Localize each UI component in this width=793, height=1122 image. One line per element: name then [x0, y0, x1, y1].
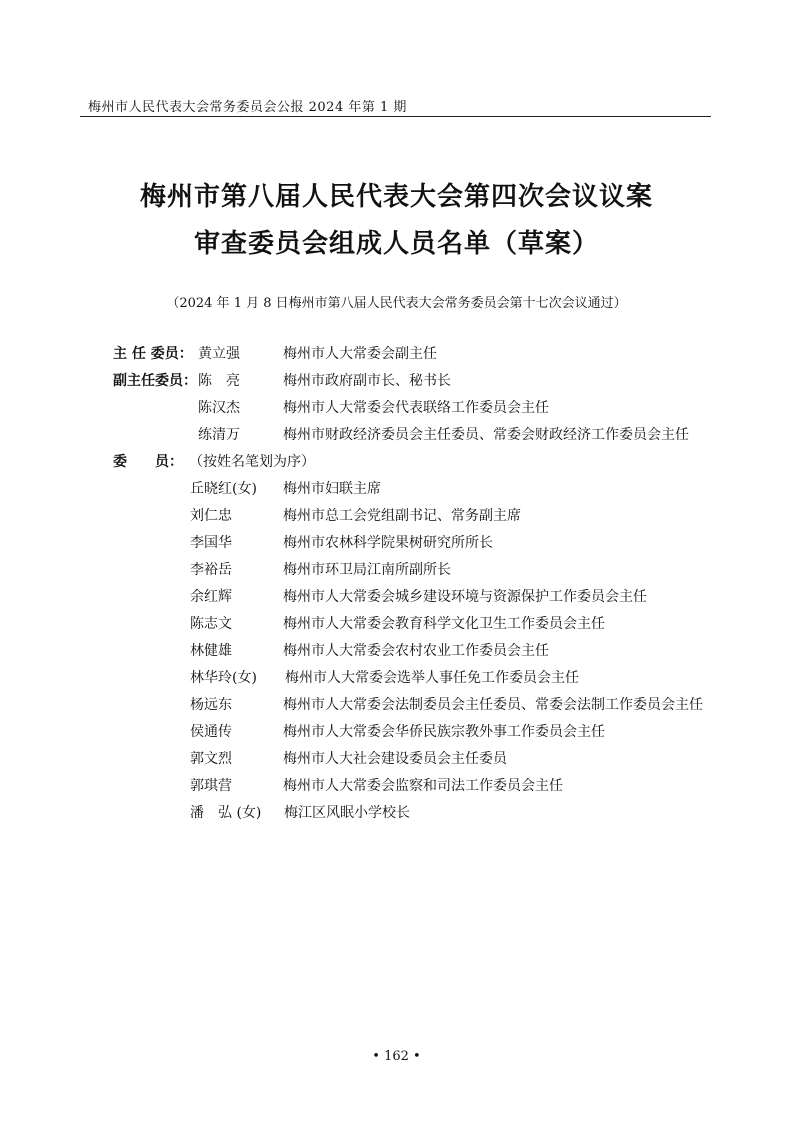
member-row [0, 586, 793, 608]
director-role-label: 主 任 委员： [113, 346, 193, 362]
director-post: 梅州市人大常委会副主任 [283, 346, 437, 362]
member-name: 林华玲(女) [190, 670, 257, 686]
member-row [0, 802, 793, 824]
member-post: 梅州市人大常委会城乡建设环境与资源保护工作委员会主任 [283, 589, 647, 605]
member-row [0, 559, 793, 581]
member-row [0, 748, 793, 770]
member-name: 丘晓红(女) [190, 481, 257, 497]
member-name: 林健雄 [190, 643, 232, 659]
deputy-row [0, 397, 793, 419]
member-row [0, 505, 793, 527]
members-heading-row [0, 451, 793, 473]
page-number: • 162 • [372, 1049, 421, 1064]
header-divider [80, 116, 711, 117]
member-row [0, 478, 793, 500]
member-row [0, 775, 793, 797]
member-post: 梅州市人大社会建设委员会主任委员 [283, 751, 507, 767]
member-post: 梅州市人大常委会农村农业工作委员会主任 [283, 643, 549, 659]
members-order-note: （按姓名笔划为序） [189, 454, 315, 470]
bulletin-header: 梅州市人民代表大会常务委员会公报 2024 年第 1 期 [88, 100, 407, 115]
member-post: 梅州市妇联主席 [283, 481, 381, 497]
member-name: 郭琪营 [190, 778, 232, 794]
member-row [0, 694, 793, 716]
member-row [0, 721, 793, 743]
member-name: 陈志文 [190, 616, 232, 632]
deputy-row [0, 424, 793, 446]
deputy-role-label: 副主任委员： [113, 373, 197, 389]
member-post: 梅州市农林科学院果树研究所所长 [283, 535, 493, 551]
adoption-note: （2024 年 1 月 8 日梅州市第八届人民代表大会常务委员会第十七次会议通过） [166, 296, 627, 311]
document-title-line-2: 审查委员会组成人员名单（草案） [193, 229, 599, 259]
member-row [0, 640, 793, 662]
deputy-row [0, 370, 793, 392]
member-name: 侯通传 [190, 724, 232, 740]
member-row [0, 532, 793, 554]
director-name: 黄立强 [198, 346, 240, 362]
member-name: 潘 弘 (女) [190, 805, 262, 821]
member-name: 杨远东 [190, 697, 232, 713]
document-title-line-1: 梅州市第八届人民代表大会第四次会议议案 [139, 182, 653, 212]
member-post: 梅州市环卫局江南所副所长 [283, 562, 451, 578]
member-row [0, 613, 793, 635]
member-post: 梅州市人大常委会教育科学文化卫生工作委员会主任 [283, 616, 605, 632]
member-post: 梅州市总工会党组副书记、常务副主席 [283, 508, 521, 524]
member-post: 梅州市人大常委会监察和司法工作委员会主任 [283, 778, 563, 794]
deputy-post: 梅州市人大常委会代表联络工作委员会主任 [283, 400, 549, 416]
member-name: 李国华 [190, 535, 232, 551]
director-row [0, 343, 793, 365]
member-post: 梅州市人大常委会法制委员会主任委员、常委会法制工作委员会主任 [283, 697, 703, 713]
member-name: 李裕岳 [190, 562, 232, 578]
member-post: 梅州市人大常委会选举人事任免工作委员会主任 [285, 670, 579, 686]
member-post: 梅江区风眠小学校长 [284, 805, 410, 821]
member-name: 余红辉 [190, 589, 232, 605]
member-name: 郭文烈 [190, 751, 232, 767]
member-name: 刘仁忠 [190, 508, 232, 524]
deputy-name: 陈汉杰 [198, 400, 240, 416]
deputy-name: 练清万 [198, 427, 240, 443]
member-row [0, 667, 793, 689]
members-role-label: 委 员： [113, 454, 183, 470]
deputy-post: 梅州市政府副市长、秘书长 [283, 373, 451, 389]
member-post: 梅州市人大常委会华侨民族宗教外事工作委员会主任 [283, 724, 605, 740]
deputy-post: 梅州市财政经济委员会主任委员、常委会财政经济工作委员会主任 [283, 427, 689, 443]
deputy-name: 陈 亮 [198, 373, 240, 389]
